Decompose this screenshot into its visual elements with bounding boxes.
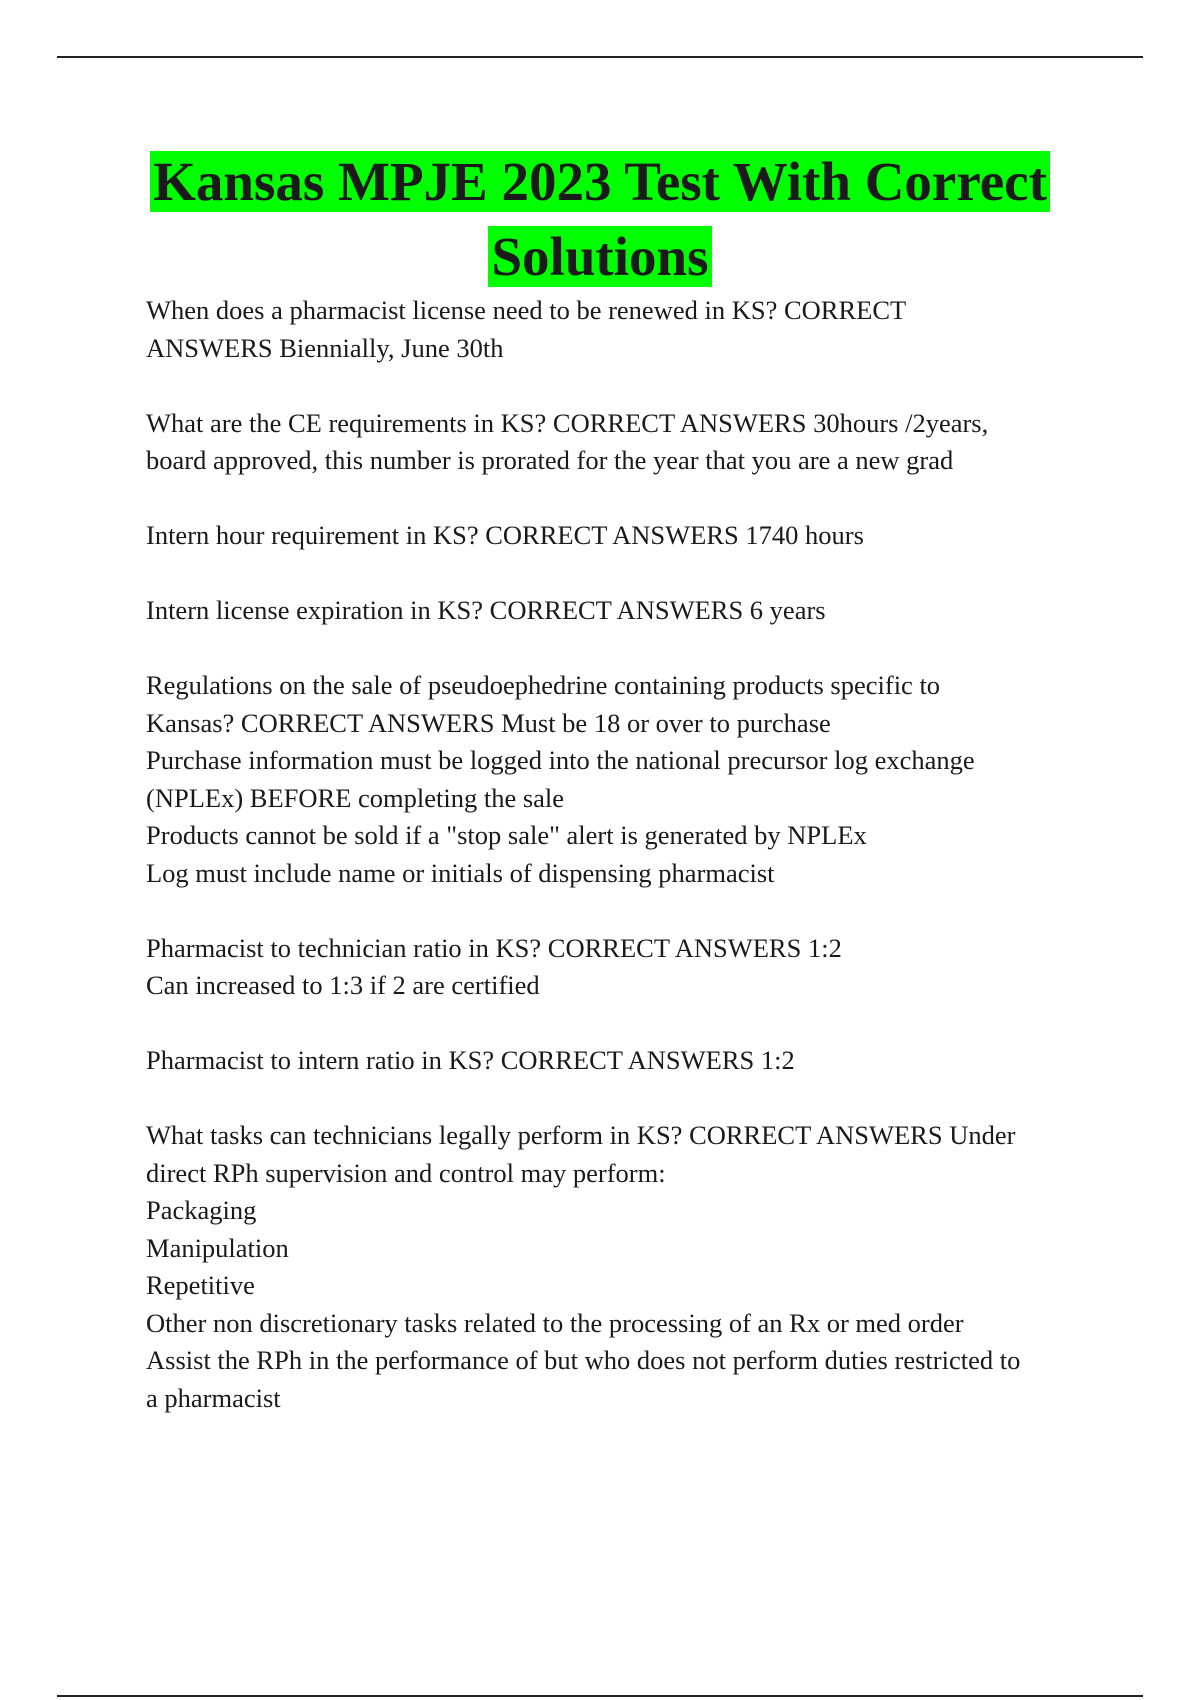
qa-line: direct RPh supervision and control may perform: xyxy=(146,1157,666,1188)
qa-entry xyxy=(146,667,1086,892)
qa-line: ANSWERS Biennially, June 30th xyxy=(146,332,504,363)
top-rule xyxy=(57,56,1143,58)
qa-line: Assist the RPh in the performance of but who does not perform duties restricted to xyxy=(146,1345,1021,1375)
qa-entry xyxy=(146,930,1086,1005)
qa-entry xyxy=(146,1117,1086,1417)
qa-line: Log must include name or initials of dispensing pharmacist xyxy=(146,857,775,888)
qa-line: Pharmacist to intern ratio in KS? CORRECT ANSWERS 1:2 xyxy=(146,1045,795,1075)
bottom-rule xyxy=(57,1695,1143,1697)
title-line-2: Solutions xyxy=(488,226,711,287)
qa-entry xyxy=(146,405,1086,480)
title-line-1: Kansas MPJE 2023 Test With Correct xyxy=(150,151,1050,212)
qa-line: board approved, this number is prorated for the year that you are a new grad xyxy=(146,445,954,475)
qa-line: (NPLEx) BEFORE completing the sale xyxy=(146,782,565,813)
qa-line: When does a pharmacist license need to be renewed in KS? CORRECT xyxy=(146,295,907,325)
document-title xyxy=(100,144,1100,294)
qa-line: Other non discretionary tasks related to the processing of an Rx or med order xyxy=(146,1307,964,1338)
qa-line: Purchase information must be logged into the national precursor log exchange xyxy=(146,745,975,775)
qa-entry xyxy=(146,1042,1086,1080)
qa-line: Intern license expiration in KS? CORRECT ANSWERS 6 years xyxy=(146,595,826,625)
qa-line: Can increased to 1:3 if 2 are certified xyxy=(146,970,540,1000)
qa-line: Products cannot be sold if a "stop sale" alert is generated by NPLEx xyxy=(146,820,867,850)
qa-line: Packaging xyxy=(146,1195,257,1225)
qa-line: Pharmacist to technician ratio in KS? CORRECT ANSWERS 1:2 xyxy=(146,932,842,963)
qa-line: Intern hour requirement in KS? CORRECT ANSWERS 1740 hours xyxy=(146,520,864,550)
qa-line: Repetitive xyxy=(146,1270,255,1300)
qa-list xyxy=(146,292,1086,1455)
qa-line: a pharmacist xyxy=(146,1382,281,1413)
qa-entry xyxy=(146,292,1086,367)
qa-line: Manipulation xyxy=(146,1232,289,1263)
qa-line: What are the CE requirements in KS? CORRECT ANSWERS 30hours /2years, xyxy=(146,407,989,438)
qa-line: Kansas? CORRECT ANSWERS Must be 18 or over to purchase xyxy=(146,707,831,738)
qa-line: What tasks can technicians legally perform in KS? CORRECT ANSWERS Under xyxy=(146,1120,1016,1150)
qa-entry xyxy=(146,517,1086,555)
qa-entry xyxy=(146,592,1086,630)
qa-line: Regulations on the sale of pseudoephedrine containing products specific to xyxy=(146,670,941,700)
